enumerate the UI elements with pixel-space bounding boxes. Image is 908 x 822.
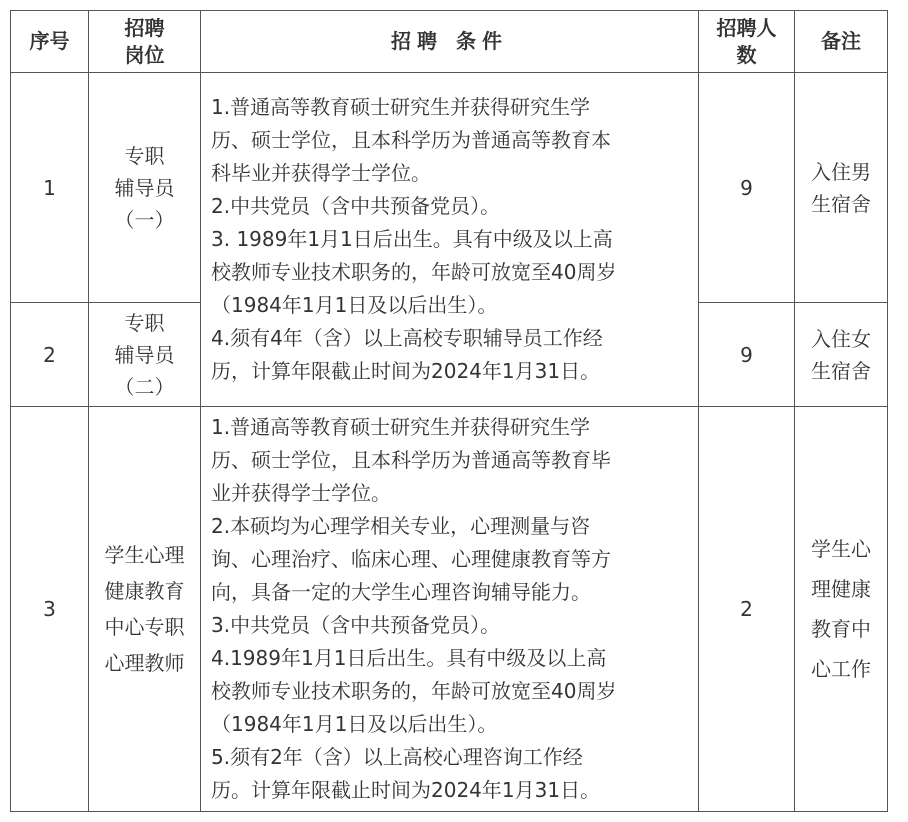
condition-line: 历。计算年限截止时间为2024年1月31日。	[211, 778, 601, 802]
note-line: 生宿舍	[811, 191, 871, 216]
condition-line: 2.本硕均为心理学相关专业，心理测量与咨	[211, 514, 591, 538]
position-line: 学生心理	[104, 543, 185, 567]
row-seq-value: 2	[43, 342, 56, 367]
condition-line: 历、硕士学位，且本科学历为普通高等教育本	[211, 128, 611, 152]
row-count-value: 2	[740, 597, 753, 621]
condition-line: 1.普通高等教育硕士研究生并获得研究生学	[211, 415, 591, 439]
condition-line: 科毕业并获得学士学位。	[211, 161, 431, 185]
row-note	[795, 73, 888, 303]
header-note	[795, 11, 888, 73]
note-line: 心工作	[811, 657, 871, 681]
row-seq-value: 3	[43, 597, 56, 621]
row-count	[699, 303, 795, 407]
condition-line: 业并获得学士学位。	[211, 481, 391, 505]
position-line: 中心专职	[104, 615, 185, 639]
row-count-value: 9	[740, 342, 753, 367]
position-line: 辅导员	[114, 175, 175, 200]
table-row	[11, 407, 888, 812]
header-count	[699, 11, 795, 73]
position-line: （一）	[114, 207, 175, 232]
row-seq	[11, 407, 89, 812]
position-line: 心理教师	[104, 651, 185, 675]
condition-line: 询、心理治疗、临床心理、心理健康教育等方	[211, 547, 611, 571]
row-position	[89, 407, 201, 812]
condition-line: 向，具备一定的大学生心理咨询辅导能力。	[211, 580, 591, 604]
header-count-line: 数	[736, 42, 757, 67]
position-line: （二）	[114, 374, 175, 399]
condition-line: （1984年1月1日及以后出生）。	[211, 712, 498, 736]
row-position	[89, 303, 201, 407]
note-line: 入住男	[811, 159, 871, 184]
position-line: 专职	[124, 310, 165, 335]
header-position-line: 岗位	[124, 42, 165, 67]
header-note-label: 备注	[821, 29, 861, 53]
condition-line: 4.1989年1月1日后出生。具有中级及以上高	[211, 646, 607, 670]
row-position	[89, 73, 201, 303]
row-seq	[11, 73, 89, 303]
header-position	[89, 11, 201, 73]
position-line: 辅导员	[114, 342, 175, 367]
row-seq-value: 1	[43, 175, 56, 200]
table-row	[11, 73, 888, 303]
condition-line: 历、硕士学位，且本科学历为普通高等教育毕	[211, 448, 611, 472]
condition-line: 历，计算年限截止时间为2024年1月31日。	[211, 359, 601, 383]
condition-line: 5.须有2年（含）以上高校心理咨询工作经	[211, 745, 583, 769]
header-position-line: 招聘	[124, 15, 165, 40]
note-line: 理健康	[811, 577, 871, 601]
position-line: 健康教育	[104, 579, 185, 603]
note-line: 教育中	[811, 617, 871, 641]
condition-line: 2.中共党员（含中共预备党员）。	[211, 194, 501, 218]
row-count	[699, 73, 795, 303]
row-note	[795, 407, 888, 812]
header-seq-label: 序号	[29, 29, 70, 53]
row-seq	[11, 303, 89, 407]
row-count-value: 9	[740, 175, 753, 200]
header-conditions	[201, 11, 699, 73]
note-line: 入住女	[811, 326, 871, 351]
row-count	[699, 407, 795, 812]
table-header-row	[11, 11, 888, 73]
condition-line: 3. 1989年1月1日后出生。具有中级及以上高	[211, 227, 613, 251]
condition-line: （1984年1月1日及以后出生）。	[211, 293, 498, 317]
position-line: 专职	[124, 143, 165, 168]
condition-line: 4.须有4年（含）以上高校专职辅导员工作经	[211, 326, 603, 350]
row-note	[795, 303, 888, 407]
row-conditions-shared	[201, 73, 699, 407]
condition-line: 校教师专业技术职务的，年龄可放宽至40周岁	[211, 679, 617, 703]
recruitment-table	[10, 10, 888, 812]
row-conditions	[201, 407, 699, 812]
condition-line: 校教师专业技术职务的，年龄可放宽至40周岁	[211, 260, 617, 284]
header-seq	[11, 11, 89, 73]
note-line: 生宿舍	[811, 358, 871, 383]
header-conditions-label: 招聘 条件	[391, 29, 508, 53]
condition-line: 3.中共党员（含中共预备党员）。	[211, 613, 501, 637]
header-count-line: 招聘人	[716, 15, 777, 40]
note-line: 学生心	[811, 537, 871, 561]
condition-line: 1.普通高等教育硕士研究生并获得研究生学	[211, 95, 591, 119]
